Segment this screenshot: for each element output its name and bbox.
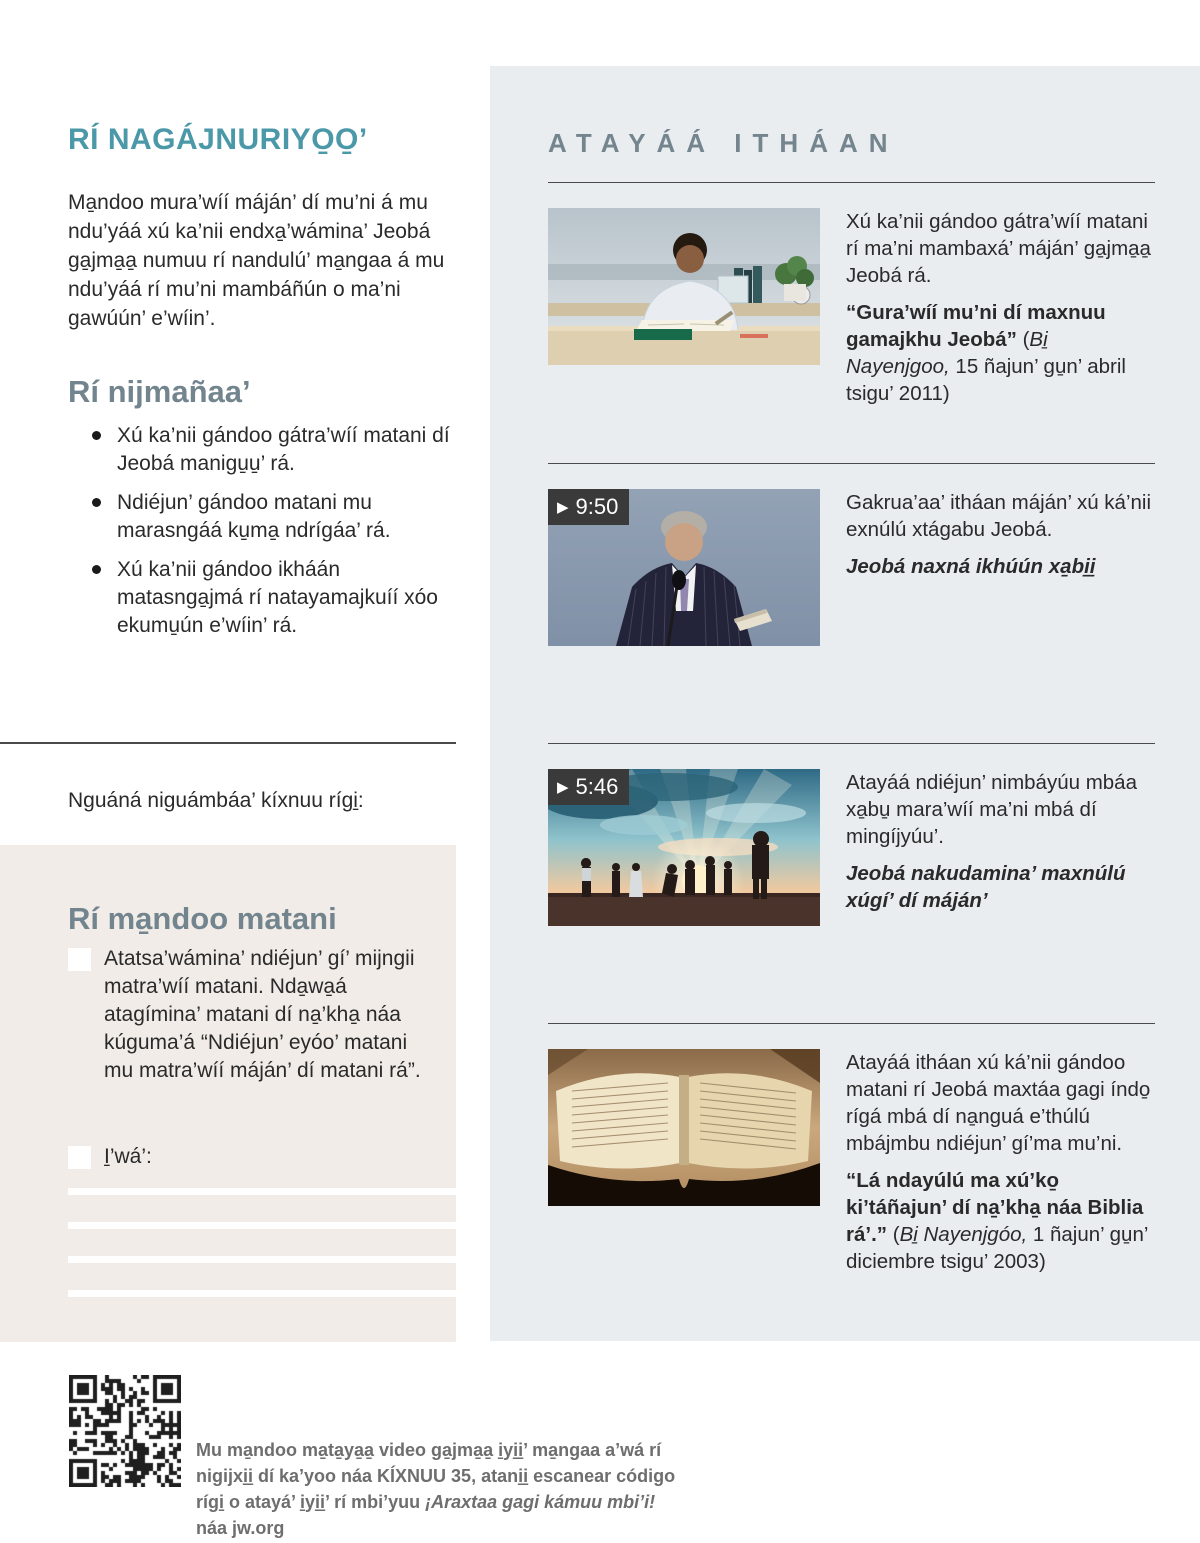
learned-list [90, 422, 462, 651]
video-duration: 5:46 [575, 774, 619, 799]
video-series-title: ¡Araxtaa gagi kámuu mbi’i! [425, 1492, 656, 1512]
video-title: Jeobá naxná ikhúún xa̱bi̱i̱ [846, 555, 1096, 578]
review-prompt: Nguáná niguámbáa’ kíxnuu rígi̱: [68, 789, 364, 812]
bible-image [548, 1049, 820, 1206]
writing-line[interactable] [68, 1290, 456, 1297]
list-item-text: Xú ka’nii gándoo ikháán matasnga̱jmá rí natayamajkuíí xóo ekumu̱ún e’wíin’ rá. [117, 558, 438, 637]
study-article-image [548, 208, 820, 365]
footer-note [196, 1437, 688, 1541]
panel-heading: ATAYÁÁ ITHÁAN [548, 127, 899, 158]
video-thumbnail-sunset[interactable] [548, 769, 820, 926]
section-description: Xú ka’nii gándoo gátra’wíí matani rí ma’ni mambaxá’ máján’ ga̱jma̱a̱ Jeobá rá. [846, 210, 1151, 287]
list-item [90, 556, 462, 640]
footer-text-start: Mu ma̱ndoo ma̱ta̱ya̱a̱ video ga̱jma̱a̱ i̱yi̱i̱’ ma̱ngaa a’wá rí nigijxi̱i̱ dí ka’yoo náa KÍXNUU 35, atani̱i̱ escanear código rígi̱ o atayá’ i̱yi̱i̱’ rí mbi’yuu [196, 1440, 676, 1512]
footer-text-end: náa jw.org [196, 1518, 285, 1538]
panel-section-video-sunset [548, 743, 1155, 926]
todo-item [68, 945, 440, 1085]
section-reference [846, 1167, 1151, 1275]
bullet-icon [92, 498, 101, 507]
checkbox[interactable] [68, 1146, 91, 1169]
play-icon: ▶ [557, 498, 569, 516]
list-item-text: Ndiéjun’ gándoo matani mu marasngáá ku̱ma̱ ndrígáa’ rá. [117, 491, 391, 542]
checkbox[interactable] [68, 948, 91, 971]
list-item [90, 489, 462, 545]
publication-name: Bi̱ Nayenjgoo, [846, 328, 1048, 378]
todo-box [0, 845, 456, 1342]
video-duration-badge [548, 769, 629, 805]
video-duration: 9:50 [575, 494, 619, 519]
play-icon: ▶ [557, 778, 569, 796]
publication-name: Bi̱ Nayenjgóo, [899, 1223, 1028, 1246]
ref-date: 15 ñajun’ gu̱n’ abril tsigu’ 2011) [846, 355, 1126, 405]
list-item-text: Xú ka’nii gándoo gátra’wíí matani dí Jeobá manigu̱u̱’ rá. [117, 424, 450, 475]
learned-heading: Rí nijmañaa’ [68, 373, 251, 409]
bullet-icon [92, 431, 101, 440]
ref-date: 1 ñajun’ gu̱n’ diciembre tsigu’ 2003) [846, 1223, 1148, 1273]
video-thumbnail-speaker[interactable] [548, 489, 820, 646]
atayaa-ithaan-panel [490, 66, 1200, 1341]
page-title: RÍ NAGÁJNURIYO̱O̱’ [68, 123, 368, 157]
section-description: Atayáá itháan xú ká’nii gándoo matani rí Jeobá maxtáa gagi índo̱ rígá mbá dí na̱nguá e’thúlú mbájmbu ndiéjun’ gí’ma mu’ni. [846, 1051, 1151, 1155]
video-duration-badge [548, 489, 629, 525]
intro-paragraph: Ma̱ndoo mura’wíí máján’ dí mu’ni á mu ndu’yáá xú ka’nii endxa̱’wámina’ Jeobá ga̱jma̱a̱ numuu rí nandulú’ ma̱ngaa á mu ndu’yáá rí mu’ni mambáñún o ma’ni gawúún’ e’wíin’. [68, 191, 445, 330]
writing-line[interactable] [68, 1188, 456, 1195]
todo-heading: Rí ma̱ndoo matani [68, 900, 337, 936]
section-description: Gakrua’aa’ itháan máján’ xú ká’nii exnúlú xtágabu Jeobá. [846, 491, 1152, 541]
video-title: Jeobá nakudamina’ maxnúlú xúgí’ dí máján’ [846, 862, 1126, 912]
todo-item-text: I̱’wá’: [104, 1145, 152, 1168]
section-reference [846, 299, 1151, 407]
todo-item [68, 1143, 440, 1171]
quote-text: “Gura’wíí mu’ni dí maxnuu gamajkhu Jeobá” [846, 301, 1106, 351]
todo-item-text: Atatsa’wámina’ ndiéjun’ gí’ mijngii matra’wíí matani. Nda̱wa̱á atagímina’ matani dí na̱’kha̱ náa kúguma’á “Ndiéjun’ eyóo’ matani mu matra’wíí máján’ dí matani rá”. [104, 947, 421, 1082]
panel-section-bible-article [548, 1023, 1155, 1285]
panel-section-study-article [548, 182, 1155, 417]
qr-code [69, 1375, 181, 1487]
quote-text: “Lá ndayúlú ma xú’ko̱ ki’táñajun’ dí na̱’kha̱ náa Biblia rá’.” [846, 1169, 1144, 1246]
section-description: Atayáá ndiéjun’ nimbáyúu mbáa xa̱bu̱ mara’wíí ma’ni mbá dí mingíjyúu’. [846, 771, 1137, 848]
writing-line[interactable] [68, 1222, 456, 1229]
panel-section-video-talk [548, 463, 1155, 646]
list-item [90, 422, 462, 478]
ref-open: ( [1016, 328, 1030, 351]
divider [0, 742, 456, 744]
writing-line[interactable] [68, 1256, 456, 1263]
ref-open: ( [887, 1223, 900, 1246]
bullet-icon [92, 565, 101, 574]
